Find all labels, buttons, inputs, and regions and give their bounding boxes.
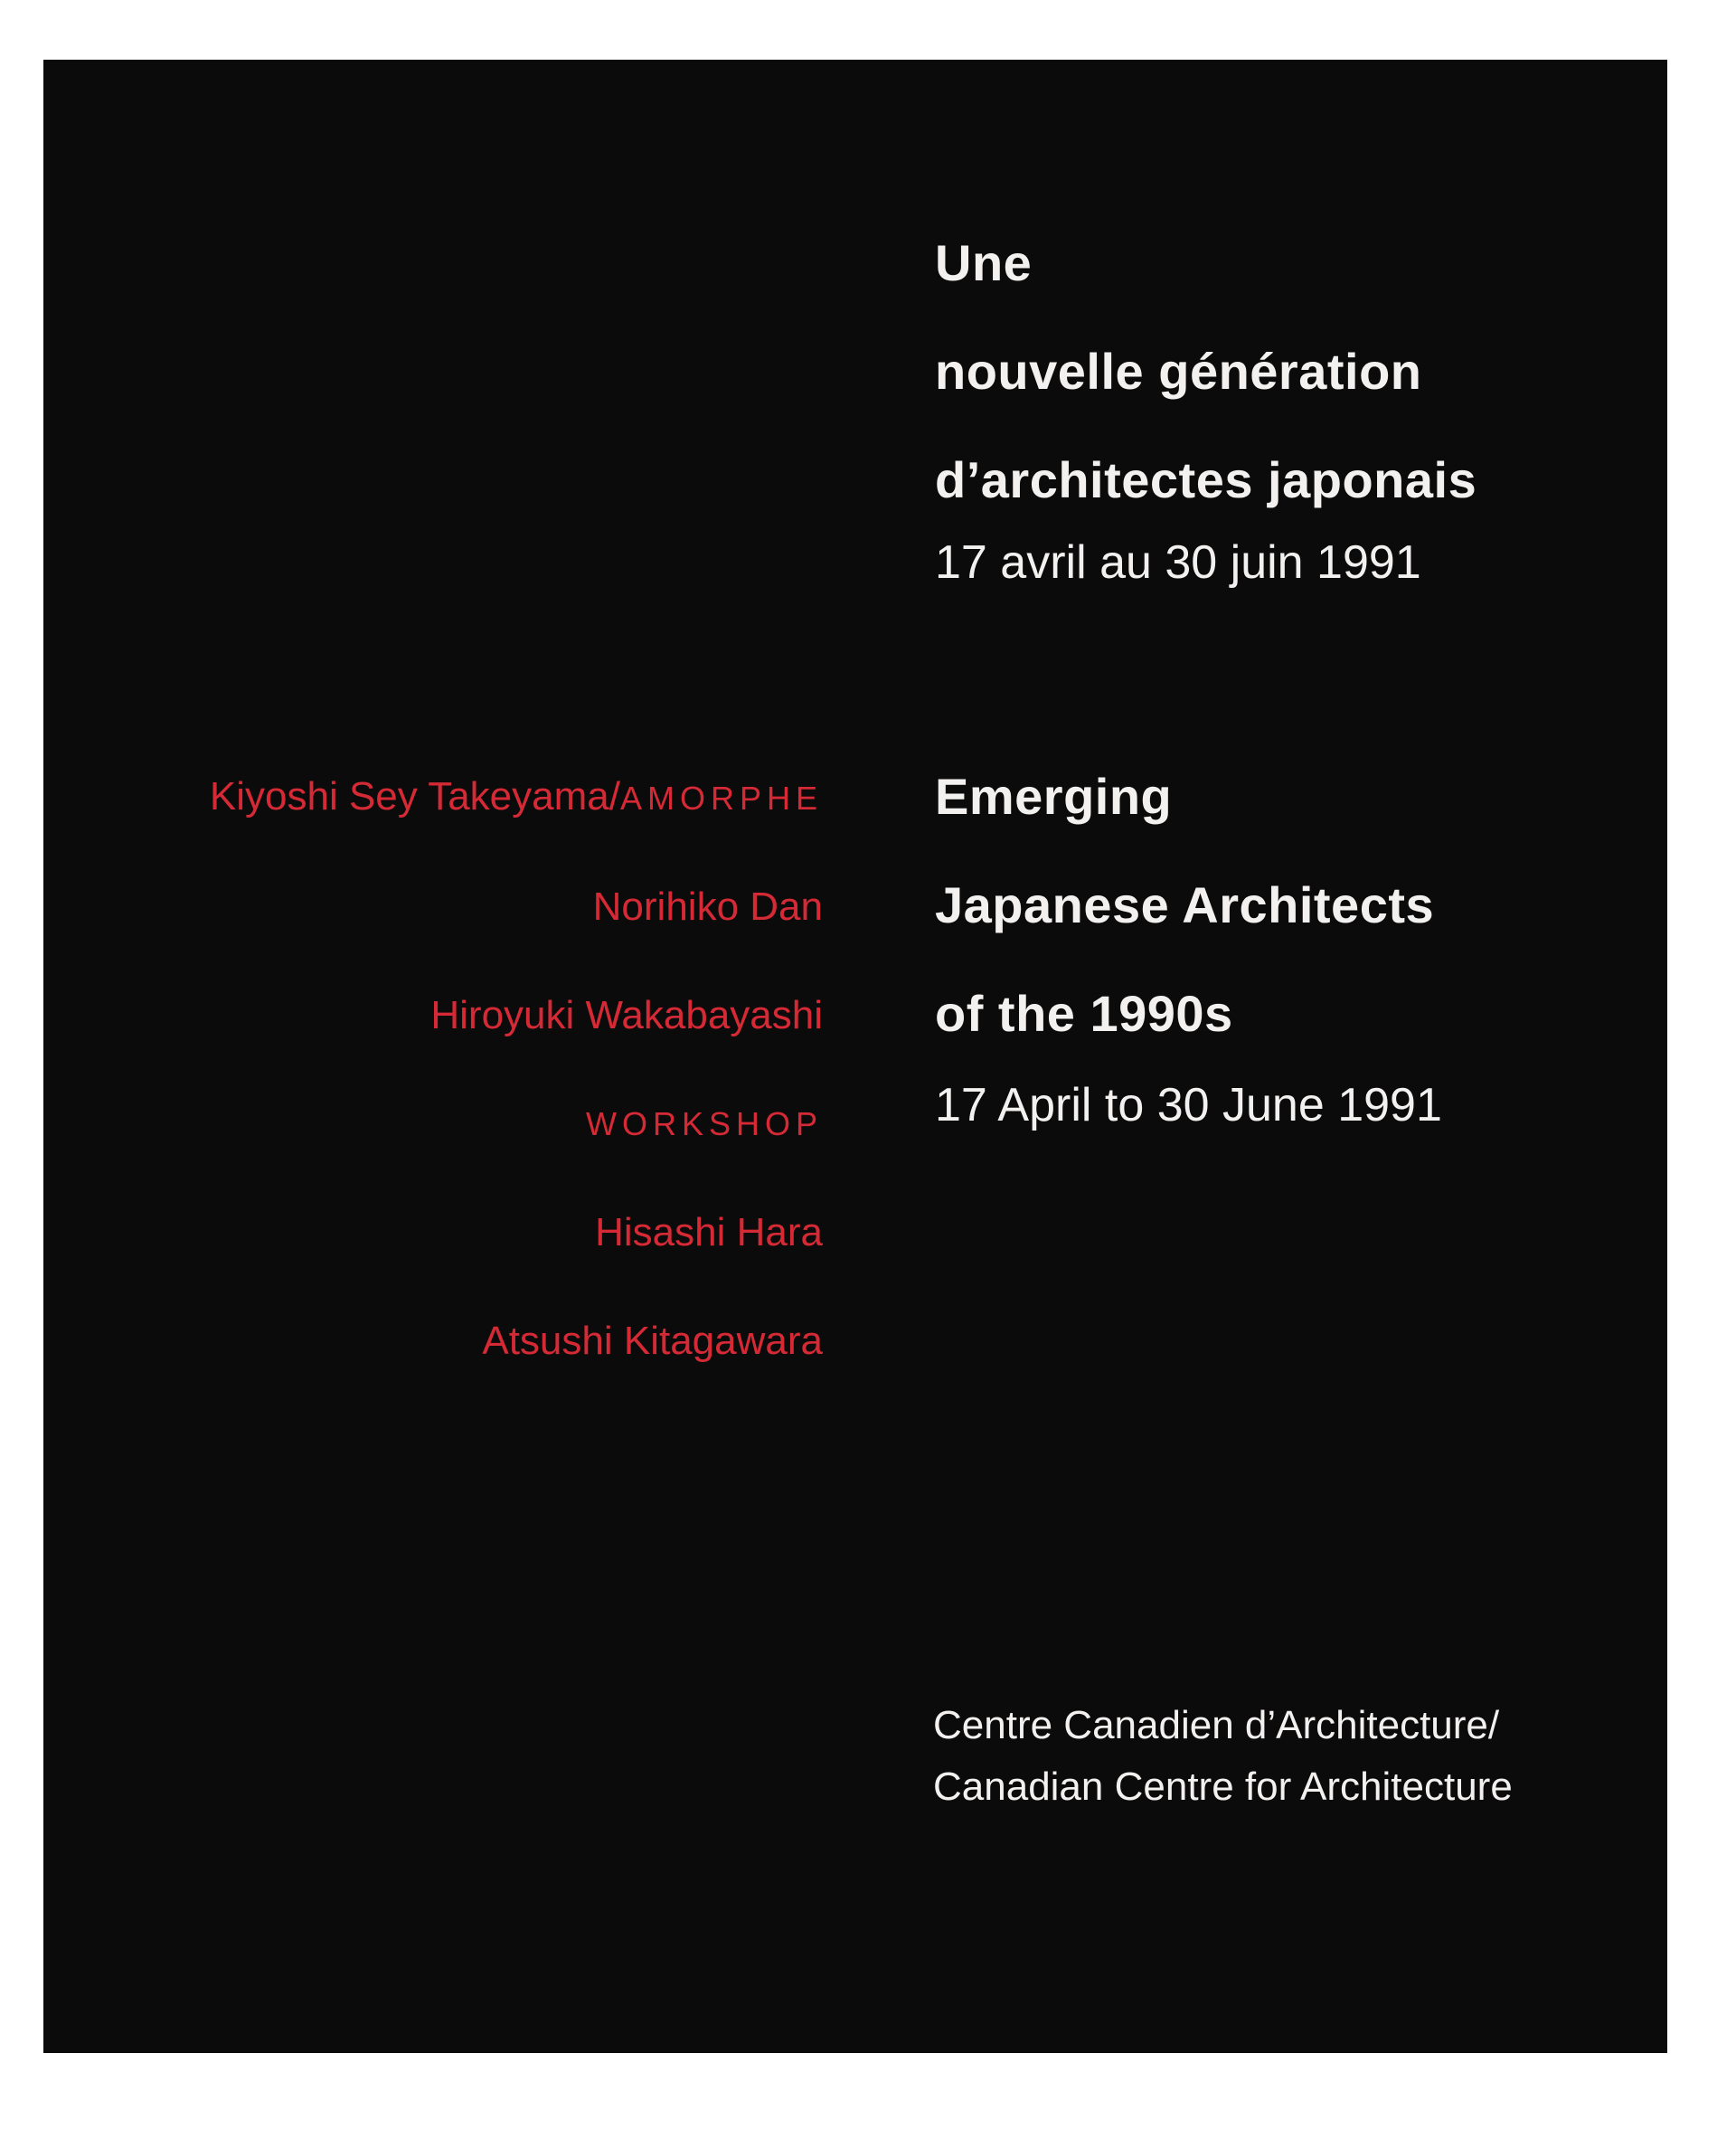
english-title-line-2: Japanese Architects [935,876,1435,933]
french-title-line-2: nouvelle génération [935,343,1422,400]
french-title-line-3: d’architectes japonais [935,451,1477,508]
french-title [935,209,1477,535]
english-title-line-1: Emerging [935,768,1173,825]
architect-takeyama [210,743,823,853]
architect-takeyama-name: Kiyoshi Sey Takeyama/ [209,774,620,819]
publisher-english: Canadian Centre for Architecture [933,1765,1513,1809]
french-title-line-1: Une [935,234,1033,291]
architect-hara: Hisashi Hara [595,1210,823,1254]
exhibition-cover [43,60,1667,2053]
architect-list [210,743,823,1396]
publisher [933,1695,1513,1818]
english-dates: 17 April to 30 June 1991 [935,1079,1442,1131]
architect-wakabayashi: Hiroyuki Wakabayashi [430,993,823,1037]
publisher-french: Centre Canadien d’Architecture/ [933,1703,1500,1747]
french-dates: 17 avril au 30 juin 1991 [935,536,1421,589]
english-title [935,743,1434,1068]
architect-takeyama-firm: AMORPHE [619,780,823,817]
architect-dan: Norihiko Dan [592,885,823,929]
architect-kitagawara: Atsushi Kitagawara [482,1319,823,1363]
english-title-line-3: of the 1990s [935,985,1233,1042]
workshop-label: WORKSHOP [585,1105,823,1142]
